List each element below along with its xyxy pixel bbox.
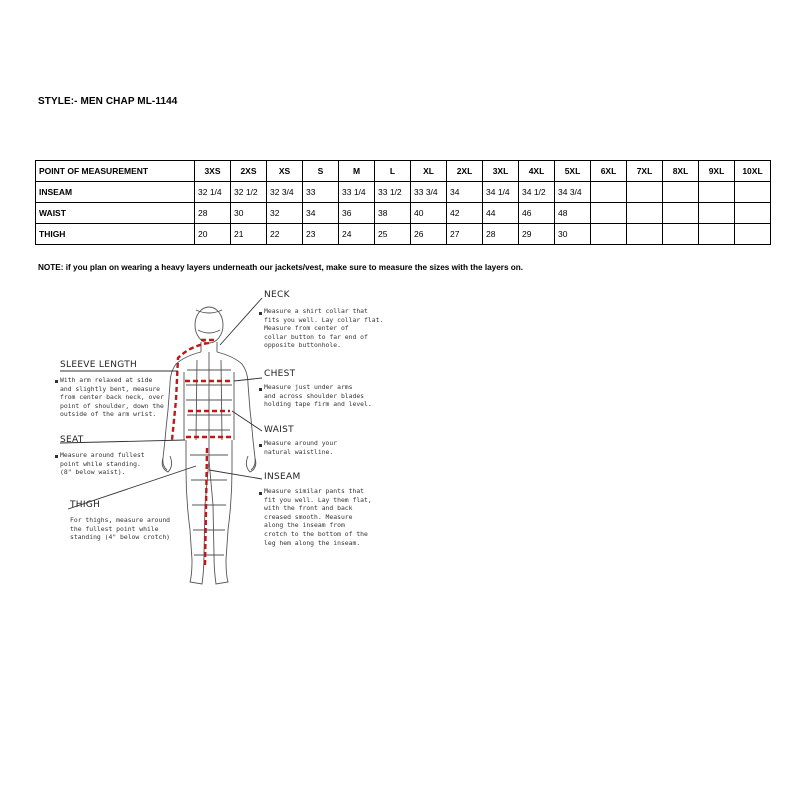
table-cell: 38 (375, 203, 411, 224)
table-cell: 36 (339, 203, 375, 224)
style-title: STYLE:- MEN CHAP ML-1144 (38, 96, 178, 107)
bullet-icon (55, 380, 58, 383)
seat-desc: Measure around fullest point while standing. (8" below waist). (60, 451, 145, 477)
layer-note: NOTE: if you plan on wearing a heavy layers underneath our jackets/vest, make sure to measure the sizes with the layers on. (38, 263, 524, 272)
bullet-icon (55, 455, 58, 458)
table-cell: 32 1/2 (231, 182, 267, 203)
size-header-9xl: 9XL (699, 161, 735, 182)
table-cell: 44 (483, 203, 519, 224)
table-cell: 33 3/4 (411, 182, 447, 203)
sleeve-length-desc: With arm relaxed at side and slightly bent, measure from center back neck, over point of shoulder, down the outside of the arm wrist. (60, 376, 164, 419)
table-cell: 28 (195, 203, 231, 224)
table-cell: 42 (447, 203, 483, 224)
size-header-10xl: 10XL (735, 161, 771, 182)
bullet-icon (259, 444, 262, 447)
bullet-icon (259, 388, 262, 391)
table-cell: 48 (555, 203, 591, 224)
table-cell: 30 (555, 224, 591, 245)
waist-desc: Measure around your natural waistline. (264, 439, 338, 456)
table-cell: 34 1/4 (483, 182, 519, 203)
table-cell: 46 (519, 203, 555, 224)
table-cell: 33 1/4 (339, 182, 375, 203)
table-cell: 34 (447, 182, 483, 203)
table-cell: 26 (411, 224, 447, 245)
table-cell: 32 1/4 (195, 182, 231, 203)
waist-label: WAIST (264, 425, 294, 435)
inseam-dash (205, 448, 207, 565)
neck-label: NECK (264, 290, 290, 300)
table-cell: 20 (195, 224, 231, 245)
seat-label: SEAT (60, 435, 84, 445)
size-header-5xl: 5XL (555, 161, 591, 182)
sleeve-length-label: SLEEVE LENGTH (60, 360, 138, 370)
figure-head (195, 307, 223, 343)
table-cell: 24 (339, 224, 375, 245)
header-point-of-measurement: POINT OF MEASUREMENT (36, 161, 195, 182)
size-header-xs: XS (267, 161, 303, 182)
table-cell: 34 (303, 203, 339, 224)
row-label: WAIST (36, 203, 195, 224)
table-cell: 34 3/4 (555, 182, 591, 203)
table-cell: 30 (231, 203, 267, 224)
table-cell: 29 (519, 224, 555, 245)
size-header-7xl: 7XL (627, 161, 663, 182)
table-cell: 40 (411, 203, 447, 224)
inseam-desc: Measure similar pants that fit you well. Lay them flat, with the front and back creased smooth. Measure along the inseam from crotch to the bottom of the leg hem along the inseam. (264, 487, 372, 547)
table-cell: 27 (447, 224, 483, 245)
row-label: INSEAM (36, 182, 195, 203)
size-header-m: M (339, 161, 375, 182)
table-cell: 33 1/2 (375, 182, 411, 203)
table-cell: 21 (231, 224, 267, 245)
table-cell: 25 (375, 224, 411, 245)
inseam-label: INSEAM (264, 472, 301, 482)
table-cell: 23 (303, 224, 339, 245)
size-header-xl: XL (411, 161, 447, 182)
size-header-3xl: 3XL (483, 161, 519, 182)
size-header-s: S (303, 161, 339, 182)
table-cell: 28 (483, 224, 519, 245)
thigh-label: THIGH (70, 500, 101, 510)
table-cell: 32 3/4 (267, 182, 303, 203)
sleeve-dash (172, 343, 209, 440)
thigh-desc: For thighs, measure around the fullest point while standing (4" below crotch) (70, 516, 171, 542)
table-cell: 33 (303, 182, 339, 203)
neck-desc: Measure a shirt collar that fits you well. Lay collar flat. Measure from center of collar button to far end of opposite buttonhole. (264, 307, 384, 350)
size-header-l: L (375, 161, 411, 182)
table-cell: 22 (267, 224, 303, 245)
chest-label: CHEST (264, 369, 296, 379)
size-header-3xs: 3XS (195, 161, 231, 182)
table-cell: 32 (267, 203, 303, 224)
size-header-4xl: 4XL (519, 161, 555, 182)
size-header-8xl: 8XL (663, 161, 699, 182)
size-header-6xl: 6XL (591, 161, 627, 182)
table-cell: 34 1/2 (519, 182, 555, 203)
chest-desc: Measure just under arms and across shoulder blades holding tape firm and level. (264, 383, 372, 409)
size-header-2xs: 2XS (231, 161, 267, 182)
bullet-icon (259, 492, 262, 495)
row-label: THIGH (36, 224, 195, 245)
bullet-icon (259, 312, 262, 315)
size-header-2xl: 2XL (447, 161, 483, 182)
